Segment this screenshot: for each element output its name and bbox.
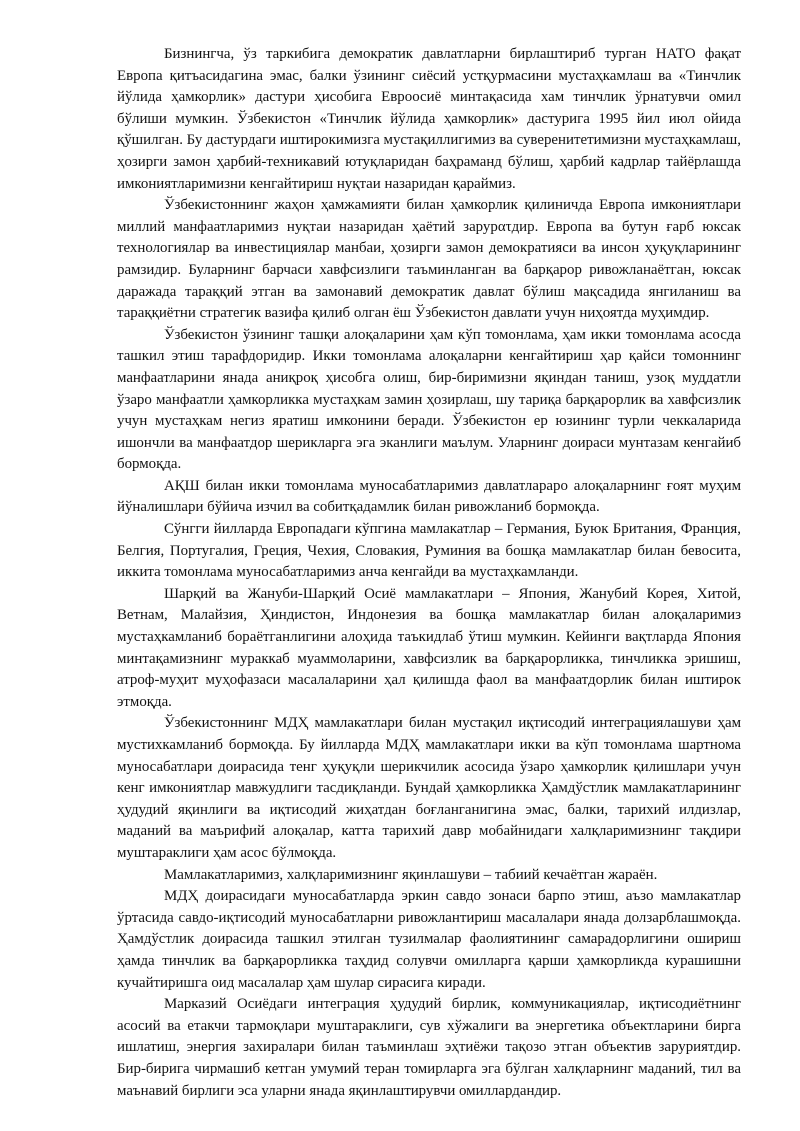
paragraph-foreign-relations: Ўзбекистон ўзининг ташқи алоқаларини ҳам кўп томонлама, ҳам икки томонлама асосда ташкил этиш тарафдоридир. Икки томонлама алоқаларни кенгайтириш ҳар қайси томоннинг манфаатларини янада аниқроқ ҳисобга олиш, бир-биримизни яқиндан таниш, узоқ муддатли ўзаро манфаатли ҳамкорликка мустаҳкам замин ҳозирлаш, шу тариқа барқарорлик ва хавфсизлик учун мустаҳкам негиз яратиш имконини беради. Ўзбекистон ер юзининг турли чеккаларида ишончли ва манфаатдор шерикларга эга эканлиги маълум. Уларнинг доираси мунтазам кенгайиб бормоқда. <box>117 326 741 473</box>
document-page <box>117 44 741 1102</box>
paragraph-cis-free-trade: МДҲ доирасидаги муносабатларда эркин савдо зонаси барпо этиш, аъзо мамлакатлар ўртасида савдо-иқтисодий муносабатларни ривожлантириш масалалари янада долзарблашмоқда. Ҳамдўстлик доирасида ташкил этилган тузилмалар фаолиятининг самарадорлигини ошириш ҳамда тинчлик ва барқарорликка таҳдид солувчи омилларга қарши ҳамкорликда курашишни кучайтиришга оид масалалар ҳам шулар сирасига киради. <box>117 888 741 991</box>
paragraph-cis-integration: Ўзбекистоннинг МДҲ мамлакатлари билан мустақил иқтисодий интеграциялашуви ҳам мустихкамланиб бормоқда. Бу йилларда МДҲ мамлакатлари икки ва кўп томонлама шартнома муносабатлари доирасида тенг ҳуқуқли шерикчилик асосида ўзаро ҳамкорлик қилишлари учун кенг имкониятлар мавжудлиги тасдиқланди. Бундай ҳамкорликка Ҳамдўстлик мамлакатларининг ҳудудий яқинлиги ва иқтисодий жиҳатдан боғланганигина эмас, балки, тарихий илдизлар, маданий ва маърифий алоқалар, катта тарихий давр мобайнидаги халқларимизнинг тақдири муштараклиги ҳам асос бўлмоқда. <box>117 715 741 861</box>
paragraph-nato: Бизнингча, ўз таркибига демократик давлатларни бирлаштириб турган НАТО фақат Европа қитъасидагина эмас, балки ўзининг сиёсий устқурмасини мустаҳкамлаш ва «Тинчлик йўлида ҳамкорлик» дастури ҳисобига Евроосиё минтақасида хам тинчлик ўрнатувчи омил бўлиши мумкин. Ўзбекистон «Тинчлик йўлида ҳамкорлик» дастурига 1995 йил июл ойида қўшилган. Бу дастурдаги иштирокимизга мустақиллигимиз ва суверенитетимизни мустаҳкамлаш, ҳозирги замон ҳарбий-техникавий ютуқларидан баҳраманд бўлиш, ҳарбий кадрлар тайёрлашда имкониятларимизни кенгайтириш нуқтаи назаридан қараймиз. <box>117 46 741 192</box>
paragraph-rapprochement: Мамлакатларимиз, халқларимизнинг яқинлашуви – табиий кечаётган жараён. <box>164 866 658 883</box>
paragraph-europe: Ўзбекистоннинг жаҳон ҳамжамияти билан ҳамкорлик қилиничда Европа имкониятлари миллий манфаатларимиз нуқтаи назаридан ҳаётий зарурατдир. Европа ва бутун ғарб юксак технологиялар ва инвестициялар манбаи, ҳозирги замон демократияси ва инсон ҳуқуқларининг рамзидир. Буларнинг барчаси хавфсизлиги таъминланган ва барқарор ривожланаётган, юксак даражада тараққий этган ва замонавий демократик давлат бўлиш мақсадида янгиланиш ва тараққиётни стратегик вазифа қилиб олган ёш Ўзбекистон давлати учун ниҳоятда муҳимдир. <box>117 197 741 322</box>
paragraph-asia: Шарқий ва Жануби-Шарқий Осиё мамлакатлари – Япония, Жанубий Корея, Хитой, Ветнам, Малайзия, Ҳиндистон, Индонезия ва бошқа мамлакатлар билан алоқаларимиз мустаҳкамланиб бораётганлигини алоҳида таъкидлаб ўтиш мумкин. Кейинги вақтларда Япония минтақамизнинг мураккаб муаммоларини, хавфсизлик ва барқарорликка, тинчликка эришиш, атроф-муҳит муҳофазаси масалаларини ҳал қилишда фаол ва манфаатдорлик билан иштирок этмоқда. <box>117 585 741 710</box>
paragraph-central-asia: Марказий Осиёдаги интеграция ҳудудий бирлик, коммуникациялар, иқтисодиётнинг асосий ва етакчи тармоқлари муштараклиги, сув хўжалиги ва энергетика объектларини бирга ишлатиш, энергия захиралари билан таъминлаш эҳтиёжи тақозо этган объектив заруриятдир. Бир-бирига чирмашиб кетган умумий теран томирларга эга бўлган халқларнинг маданий, тил ва маънавий бирлиги эса уларни янада яқинлаштирувчи омиллардандир. <box>117 996 741 1099</box>
paragraph-european-countries: Сўнгги йилларда Европадаги кўпгина мамлакатлар – Германия, Буюк Британия, Франция, Белгия, Португалия, Греция, Чехия, Словакия, Руминия ва бошқа мамлакатлар билан бевосита, иккита томонлама муносабатларимиз анча кенгайди ва мустаҳкамланди. <box>117 521 741 581</box>
paragraph-usa: АҚШ билан икки томонлама муносабатларимиз давлатлараро алоқаларнинг ғоят муҳим йўналишлари бўйича изчил ва собитқадамлик билан ривожланиб бормоқда. <box>117 477 741 516</box>
